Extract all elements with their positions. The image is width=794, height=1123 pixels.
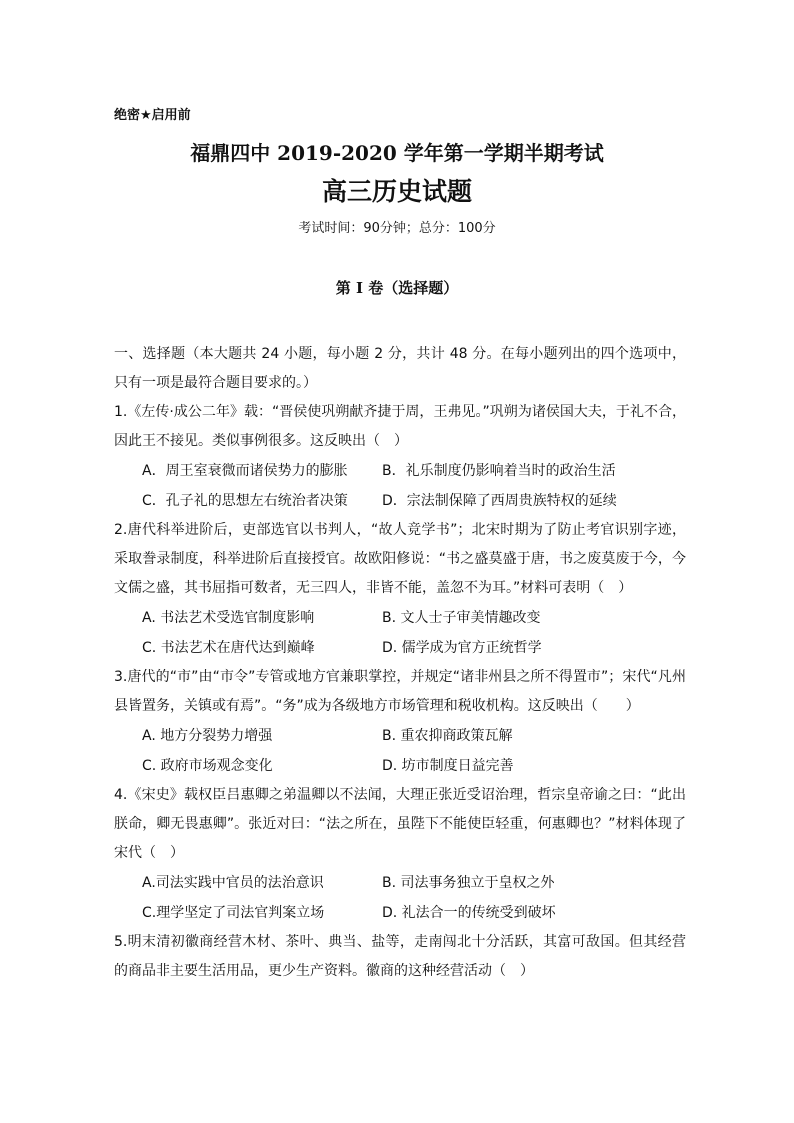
section-title: 第 I 卷（选择题） bbox=[335, 279, 459, 297]
option-c[interactable]: C. 政府市场观念变化 bbox=[142, 758, 273, 774]
question-5-stem: 5.明末清初徽商经营木材、茶叶、典当、盐等，走南闯北十分活跃，其富可敌国。但其经营的商品非主要生活用品，更少生产资料。徽商的这种经营活动（ ） bbox=[114, 934, 686, 979]
question-3-stem: 3.唐代的“市”由“市令”专管或地方官兼职掌控，并规定“诸非州县之所不得置市”；宋代“凡州县皆置务，关镇或有焉”。“务”成为各级地方市场管理和税收机构。这反映出（ ） bbox=[114, 669, 686, 714]
exam-title: 福鼎四中 2019-2020 学年第一学期半期考试 bbox=[190, 141, 604, 165]
question-1-stem: 1.《左传·成公二年》载：“晋侯使巩朔献齐捷于周，王弗见。”巩朔为诸侯国大夫，于礼不合，因此王不接见。类似事例很多。这反映出（ ） bbox=[114, 404, 686, 449]
option-b[interactable]: B. 文人士子审美情趣改变 bbox=[382, 610, 541, 626]
option-a[interactable]: A．周王室衰微而诸侯势力的膨胀 bbox=[142, 463, 348, 479]
question-2-stem: 2.唐代科举进阶后，吏部选官以书判人，“故人竞学书”；北宋时期为了防止考官识别字迹，采取誊录制度，科举进阶后直接授官。故欧阳修说：“书之盛莫盛于唐，书之废莫废于今，今文儒之盛，其书屈指可数者，无三四人，非皆不能，盖忽不为耳。”材料可表明（ ） bbox=[114, 522, 686, 596]
option-b[interactable]: B. 司法事务独立于皇权之外 bbox=[382, 875, 555, 891]
question-4-options-row-1 bbox=[114, 868, 686, 898]
option-c[interactable]: C. 书法艺术在唐代达到巅峰 bbox=[142, 640, 315, 656]
question-1-options-row-1 bbox=[114, 456, 686, 486]
option-d[interactable]: D. 礼法合一的传统受到破坏 bbox=[382, 905, 556, 921]
question-2-options-row-2 bbox=[114, 633, 686, 663]
option-c[interactable]: C.理学坚定了司法官判案立场 bbox=[142, 905, 325, 921]
option-d[interactable]: D. 坊市制度日益完善 bbox=[382, 758, 514, 774]
option-b[interactable]: B. 重农抑商政策瓦解 bbox=[382, 728, 513, 744]
exam-info: 考试时间：90分钟；总分：100分 bbox=[298, 221, 496, 236]
question-4-options-row-2 bbox=[114, 898, 686, 928]
option-b[interactable]: B．礼乐制度仍影响着当时的政治生活 bbox=[382, 463, 616, 479]
option-d[interactable]: D．宗法制保障了西周贵族特权的延续 bbox=[382, 493, 617, 509]
subject-title: 高三历史试题 bbox=[321, 177, 472, 206]
option-d[interactable]: D. 儒学成为官方正统哲学 bbox=[382, 640, 542, 656]
option-a[interactable]: A.司法实践中官员的法治意识 bbox=[142, 875, 324, 891]
option-a[interactable]: A. 地方分裂势力增强 bbox=[142, 728, 273, 744]
question-3-options-row-1 bbox=[114, 721, 686, 751]
instructions: 一、选择题（本大题共 24 小题，每小题 2 分，共计 48 分。在每小题列出的四个选项中，只有一项是最符合题目要求的。） bbox=[114, 346, 686, 391]
question-3-options-row-2 bbox=[114, 751, 686, 781]
option-a[interactable]: A. 书法艺术受选官制度影响 bbox=[142, 610, 315, 626]
question-2-options-row-1 bbox=[114, 603, 686, 633]
question-body bbox=[114, 340, 686, 986]
option-c[interactable]: C．孔子礼的思想左右统治者决策 bbox=[142, 493, 348, 509]
confidential-label: 绝密★启用前 bbox=[114, 108, 191, 123]
question-1-options-row-2 bbox=[114, 486, 686, 516]
question-4-stem: 4.《宋史》载权臣吕惠卿之弟温卿以不法闻，大理正张近受诏治理，哲宗皇帝谕之曰：“此出朕命，卿无畏惠卿”。张近对曰：“法之所在，虽陛下不能使臣轻重，何惠卿也？”材料体现了宋代（ ） bbox=[114, 787, 686, 861]
